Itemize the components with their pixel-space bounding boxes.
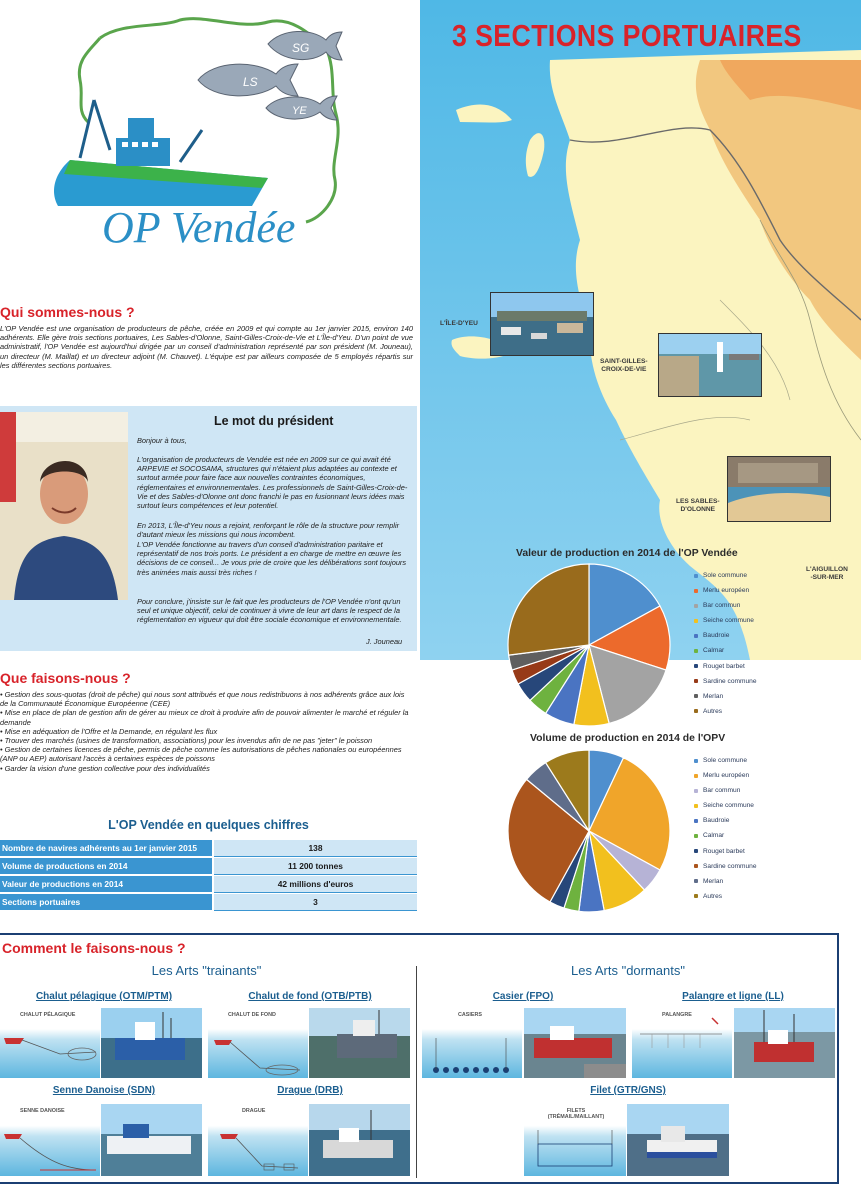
photo-chalutier-1: [101, 1008, 202, 1078]
gear-filet: Filet (GTR/GNS): [590, 1085, 666, 1096]
gear-chalut-de-fond: Chalut de fond (OTB/PTB): [248, 991, 372, 1002]
photo-fileyeur: [627, 1104, 729, 1176]
how-heading: Comment le faisons-nous ?: [2, 940, 186, 956]
value-pie-chart: [506, 562, 672, 728]
legend-swatch: [694, 879, 698, 883]
legend-item: [694, 889, 757, 904]
legend-label: Autres: [703, 892, 723, 900]
list-item: • Garder la vision d'une gestion collective pour des individualités: [0, 763, 210, 773]
label-ile-yeu: L'ÎLE-D'YEU: [440, 320, 478, 327]
value-chart-legend: [694, 568, 757, 719]
legend-label: Merlan: [703, 692, 724, 700]
legend-label: Baudroie: [703, 632, 730, 640]
photo-chalutier-2: [309, 1008, 410, 1078]
legend-label: Sardine commune: [703, 862, 757, 870]
pie-slice-9: [508, 564, 589, 655]
figures-title: L'OP Vendée en quelques chiffres: [108, 818, 309, 832]
legend-swatch: [694, 834, 698, 838]
legend-swatch: [694, 619, 698, 623]
label-saint-gilles: SAINT-GILLES- CROIX-DE-VIE: [600, 358, 648, 373]
president-p2: En 2013, L'Île-d'Yeu nous a rejoint, renforçant le rôle de la structure pour remplir d'autant mieux les missions qui nous incombent.: [137, 521, 400, 540]
legend-swatch: [694, 864, 698, 868]
photo-ile-yeu: [490, 292, 594, 356]
fish-label-sg: SG: [292, 41, 310, 55]
sketch-filets: FILETS (TRÉMAIL/MAILLANT): [524, 1104, 626, 1176]
logo-wordmark: OP Vendée: [102, 203, 296, 252]
figures-value: 11 200 tonnes: [214, 858, 417, 875]
legend-item: [694, 828, 757, 843]
legend-label: Sole commune: [703, 757, 747, 764]
president-p4: Pour conclure, j'insiste sur le fait que les producteurs de l'OP Vendée n'ont qu'un seul et unique objectif, celui de continuer à vivre de leur art dans le respect de la réglementation en vigueur qui doit être sociale économique et environnementale.: [137, 597, 402, 625]
section-divider: [416, 966, 417, 1178]
legend-swatch: [694, 709, 698, 713]
legend-item: [694, 768, 757, 783]
sketch-drague: DRAGUE: [208, 1104, 308, 1176]
legend-swatch: [694, 664, 698, 668]
legend-item: [694, 859, 757, 874]
who-text: L'OP Vendée est une organisation de producteurs de pêche, créée en 2009 et qui compte au 1er janvier 2015, environ 140 adhérents. Elle gère trois sections portuaires, Les Sables-d'Olonne, Saint-Gilles-Croix-de-Vie et L'Île-d'Yeu. D'un point de vue administratif, l'OP Vendée est aujourd'hui dirigée par un conseil d'administration représenté par son président (M. Jouneau), un directeur (M. Maillat) et un directeur adjoint (M. Chauvet). L'équipe est par ailleurs composée de 5 employés répartis sur les différentes sections portuaires.: [0, 324, 413, 370]
op-vendee-logo: [30, 10, 360, 260]
sketch-chalut-de-fond: CHALUT DE FOND: [208, 1008, 308, 1078]
label-les-sables: LES SABLES- D'OLONNE: [676, 498, 720, 513]
table-row: [0, 876, 417, 893]
president-signature: J. Jouneau: [366, 637, 403, 646]
trawler-icon: [54, 100, 268, 206]
list-item: • Mise en place de plan de gestion afin de gérer au mieux ce droit à produire afin de pouvoir alimenter le marché et réguler la demande: [0, 708, 409, 727]
legend-item: [694, 844, 757, 859]
figures-label: Sections portuaires: [0, 894, 212, 911]
legend-label: Seiche commune: [703, 617, 754, 625]
fish-label-ls: LS: [243, 75, 258, 89]
photo-dragueur: [309, 1104, 410, 1176]
photo-caseyeur: [524, 1008, 626, 1078]
legend-item: [694, 689, 757, 704]
table-row: [0, 894, 417, 911]
legend-item: [694, 643, 757, 658]
legend-swatch: [694, 574, 698, 578]
photo-palangrier: [734, 1008, 835, 1078]
legend-swatch: [694, 819, 698, 823]
figures-value: 42 millions d'euros: [214, 876, 417, 893]
fish-label-ye: YE: [292, 105, 307, 117]
sketch-senne-danoise: SENNE DANOISE: [0, 1104, 100, 1176]
vendee-map: [420, 0, 861, 660]
legend-label: Merlu européen: [703, 772, 750, 780]
what-list: [0, 690, 414, 773]
legend-item: [694, 783, 757, 798]
legend-swatch: [694, 849, 698, 853]
legend-label: Rouget barbet: [703, 847, 745, 855]
volume-chart-legend: [694, 753, 757, 904]
legend-swatch: [694, 894, 698, 898]
legend-swatch: [694, 679, 698, 683]
dormants-heading: Les Arts "dormants": [571, 963, 685, 978]
president-heading: Le mot du président: [214, 414, 334, 428]
legend-item: [694, 659, 757, 674]
label-aiguillon: L'AIGUILLON -SUR-MER: [806, 566, 848, 581]
legend-item: [694, 874, 757, 889]
gear-chalut-pelagique: Chalut pélagique (OTM/PTM): [35, 991, 173, 1002]
who-heading: Qui sommes-nous ?: [0, 304, 135, 320]
table-row: [0, 840, 417, 857]
volume-pie-chart: [506, 748, 672, 914]
legend-item: [694, 568, 757, 583]
legend-label: Autres: [703, 707, 723, 715]
legend-swatch: [694, 759, 698, 763]
legend-swatch: [694, 604, 698, 608]
president-p1: L'organisation de producteurs de Vendée est née en 2009 sur ce qui avait été ARPEVIE et SOCOSAMA, structures qui n'étaient plus adaptées au contexte et surtout armée pour faire face aux nouvelles contraintes économiques, réglementaires et environnementales. Les professionnels de Saint-Gilles-Croix-de-Vie et des Sables-d'Olonne ont donc franchi le pas en fusionnant leurs idées mais surtout leurs compétences et leur potentiel.: [137, 455, 408, 511]
president-p3: L'OP Vendée fonctionne au travers d'un conseil d'administration paritaire et représentatif de nos trois ports. Le président a en charge de mettre en œuvre les décisions de ce conseil... Je vous prie de croire que les délibérations sont toujours très animées mais aussi très riches !: [137, 540, 407, 577]
list-item: • Gestion de certaines licences de pêche, permis de pêche comme les autorisations de pêches nationales ou européennes (ANP ou AEP) autorisant l'accès à certaines espèces de poissons: [0, 745, 402, 764]
legend-label: Bar commun: [703, 602, 741, 610]
figures-value: 3: [214, 894, 417, 911]
legend-item: [694, 613, 757, 628]
legend-item: [694, 798, 757, 813]
sketch-palangre: PALANGRE: [632, 1008, 732, 1078]
legend-swatch: [694, 774, 698, 778]
legend-label: Merlan: [703, 877, 724, 885]
legend-item: [694, 753, 757, 768]
president-photo: [0, 412, 128, 600]
chart1-title: Valeur de production en 2014 de l'OP Vendée: [516, 548, 738, 559]
gear-senne-danoise: Senne Danoise (SDN): [52, 1085, 156, 1096]
list-item: • Gestion des sous-quotas (droit de pêche) qui nous sont attribués et que nous redistribuons à nos adhérents grâce aux lois de la Communauté Économique Européenne (CEE): [0, 690, 405, 709]
figures-label: Valeur de productions en 2014: [0, 876, 212, 893]
chart2-title: Volume de production en 2014 de l'OPV: [530, 733, 726, 744]
legend-item: [694, 628, 757, 643]
legend-label: Sardine commune: [703, 677, 757, 685]
photo-senneur: [101, 1104, 202, 1176]
legend-item: [694, 813, 757, 828]
figures-label: Volume de productions en 2014: [0, 858, 212, 875]
list-item: • Mise en adéquation de l'Offre et la Demande, en régulant les flux: [0, 726, 218, 736]
gear-casier: Casier (FPO): [492, 991, 554, 1002]
president-greeting: Bonjour à tous,: [137, 436, 187, 445]
gear-drague: Drague (DRB): [277, 1085, 343, 1096]
legend-swatch: [694, 789, 698, 793]
legend-item: [694, 583, 757, 598]
sketch-chalut-pelagique: CHALUT PÉLAGIQUE: [0, 1008, 100, 1078]
legend-label: Calmar: [703, 647, 725, 655]
legend-label: Rouget barbet: [703, 662, 745, 670]
legend-label: Sole commune: [703, 572, 747, 579]
gear-palangre: Palangre et ligne (LL): [682, 991, 784, 1002]
figures-label: Nombre de navires adhérents au 1er janvier 2015: [0, 840, 212, 857]
list-item: • Trouver des marchés (usines de transformation, associations) pour les invendus afin de ne pas "jeter" le poisson: [0, 736, 373, 746]
legend-label: Bar commun: [703, 787, 741, 795]
page-title: 3 SECTIONS PORTUAIRES: [452, 18, 802, 53]
legend-swatch: [694, 649, 698, 653]
photo-saint-gilles: [658, 333, 762, 397]
sketch-casiers: CASIERS: [422, 1008, 522, 1078]
legend-item: [694, 598, 757, 613]
map-graphic: [420, 0, 861, 660]
legend-label: Baudroie: [703, 817, 730, 825]
legend-swatch: [694, 634, 698, 638]
photo-les-sables: [727, 456, 831, 522]
legend-item: [694, 674, 757, 689]
legend-swatch: [694, 694, 698, 698]
figures-value: 138: [214, 840, 417, 857]
legend-swatch: [694, 804, 698, 808]
table-row: [0, 858, 417, 875]
trainants-heading: Les Arts "trainants": [151, 963, 262, 978]
legend-label: Seiche commune: [703, 802, 754, 810]
legend-item: [694, 704, 757, 719]
legend-label: Calmar: [703, 832, 725, 840]
legend-label: Merlu européen: [703, 587, 750, 595]
legend-swatch: [694, 589, 698, 593]
what-heading: Que faisons-nous ?: [0, 670, 131, 686]
